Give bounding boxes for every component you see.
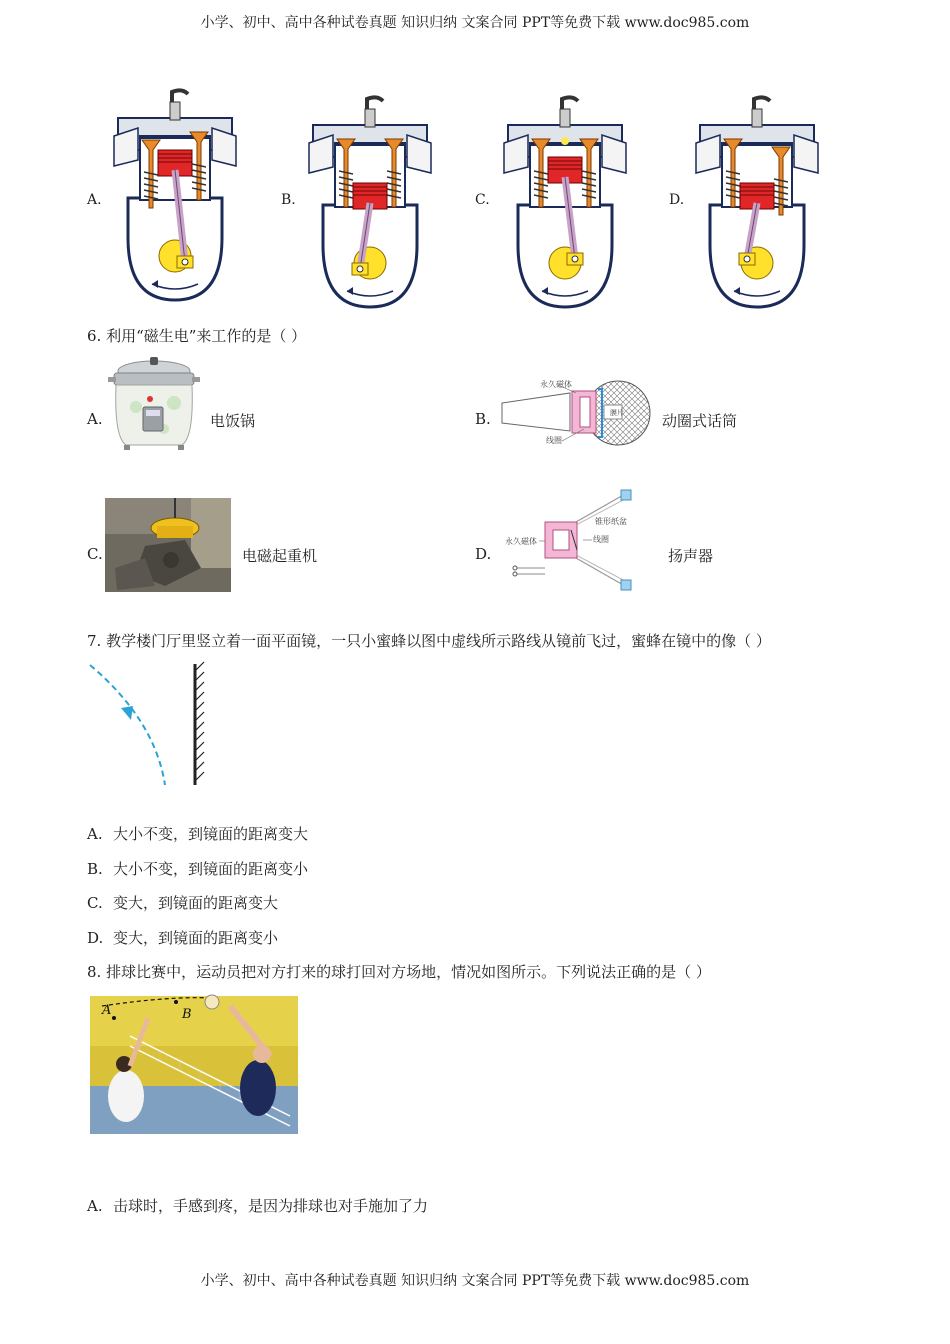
q5-option-a-letter: A. <box>87 192 102 208</box>
engine-diagram-b <box>305 95 435 310</box>
q7-answer-a[interactable]: A. 大小不变，到镜面的距离变大 <box>87 825 309 843</box>
q8-answer-a[interactable]: A. 击球时，手感到疼，是因为排球也对手施加了力 <box>87 1197 429 1215</box>
mic-coil-label: 线圈 <box>546 436 562 445</box>
moving-coil-microphone-diagram <box>500 375 652 450</box>
q6-option-c-letter: C. <box>87 545 103 563</box>
q6-option-b-caption: 动圈式话筒 <box>662 412 738 430</box>
point-a-label: A <box>102 1003 112 1018</box>
q6-stem: 6. 利用“磁生电”来工作的是（ ） <box>87 327 307 345</box>
bee-path-mirror-figure <box>85 660 215 790</box>
q5-option-b-letter: B. <box>281 192 296 208</box>
engine-diagram-d <box>692 95 822 310</box>
q7-stem: 7. 教学楼门厅里竖立着一面平面镜，一只小蜜蜂以图中虚线所示路线从镜前飞过，蜜蜂在镜中的像（ ） <box>87 632 771 650</box>
speaker-coil-label: 线圈 <box>593 535 609 544</box>
q6-option-a-letter: A. <box>87 410 103 428</box>
speaker-cone-label: 锥形纸盆 <box>595 517 627 526</box>
q7-answer-d[interactable]: D. 变大，到镜面的距离变小 <box>87 929 279 947</box>
mic-membrane-label: 膜片 <box>610 409 624 417</box>
q6-option-d-caption: 扬声器 <box>668 547 714 565</box>
q7-answer-b[interactable]: B. 大小不变，到镜面的距离变小 <box>87 860 309 878</box>
page-footer: 小学、初中、高中各种试卷真题 知识归纳 文案合同 PPT等免费下载 www.doc985.com <box>200 1273 750 1289</box>
q6-option-b-letter: B. <box>475 410 491 428</box>
q6-option-a-caption: 电饭锅 <box>210 412 256 430</box>
q6-option-d-letter: D. <box>475 545 492 563</box>
volleyball-photo <box>90 996 298 1134</box>
q7-answer-c[interactable]: C. 变大，到镜面的距离变大 <box>87 894 279 912</box>
point-b-label: B <box>182 1007 192 1022</box>
engine-diagram-c <box>500 95 630 310</box>
speaker-magnet-label: 永久磁体 <box>505 537 537 546</box>
q8-stem: 8. 排球比赛中，运动员把对方打来的球打回对方场地，情况如图所示。下列说法正确的是（ ） <box>87 963 711 981</box>
q5-option-d-letter: D. <box>669 192 685 208</box>
engine-diagram-a <box>110 88 240 303</box>
mic-magnet-label: 永久磁体 <box>540 380 572 389</box>
page-header: 小学、初中、高中各种试卷真题 知识归纳 文案合同 PPT等免费下载 www.doc985.com <box>200 15 750 31</box>
q6-option-c-caption: 电磁起重机 <box>242 547 318 565</box>
q5-option-c-letter: C. <box>475 192 490 208</box>
electromagnetic-crane-photo <box>105 498 231 592</box>
rice-cooker-image <box>106 355 202 455</box>
loudspeaker-diagram <box>497 490 659 592</box>
